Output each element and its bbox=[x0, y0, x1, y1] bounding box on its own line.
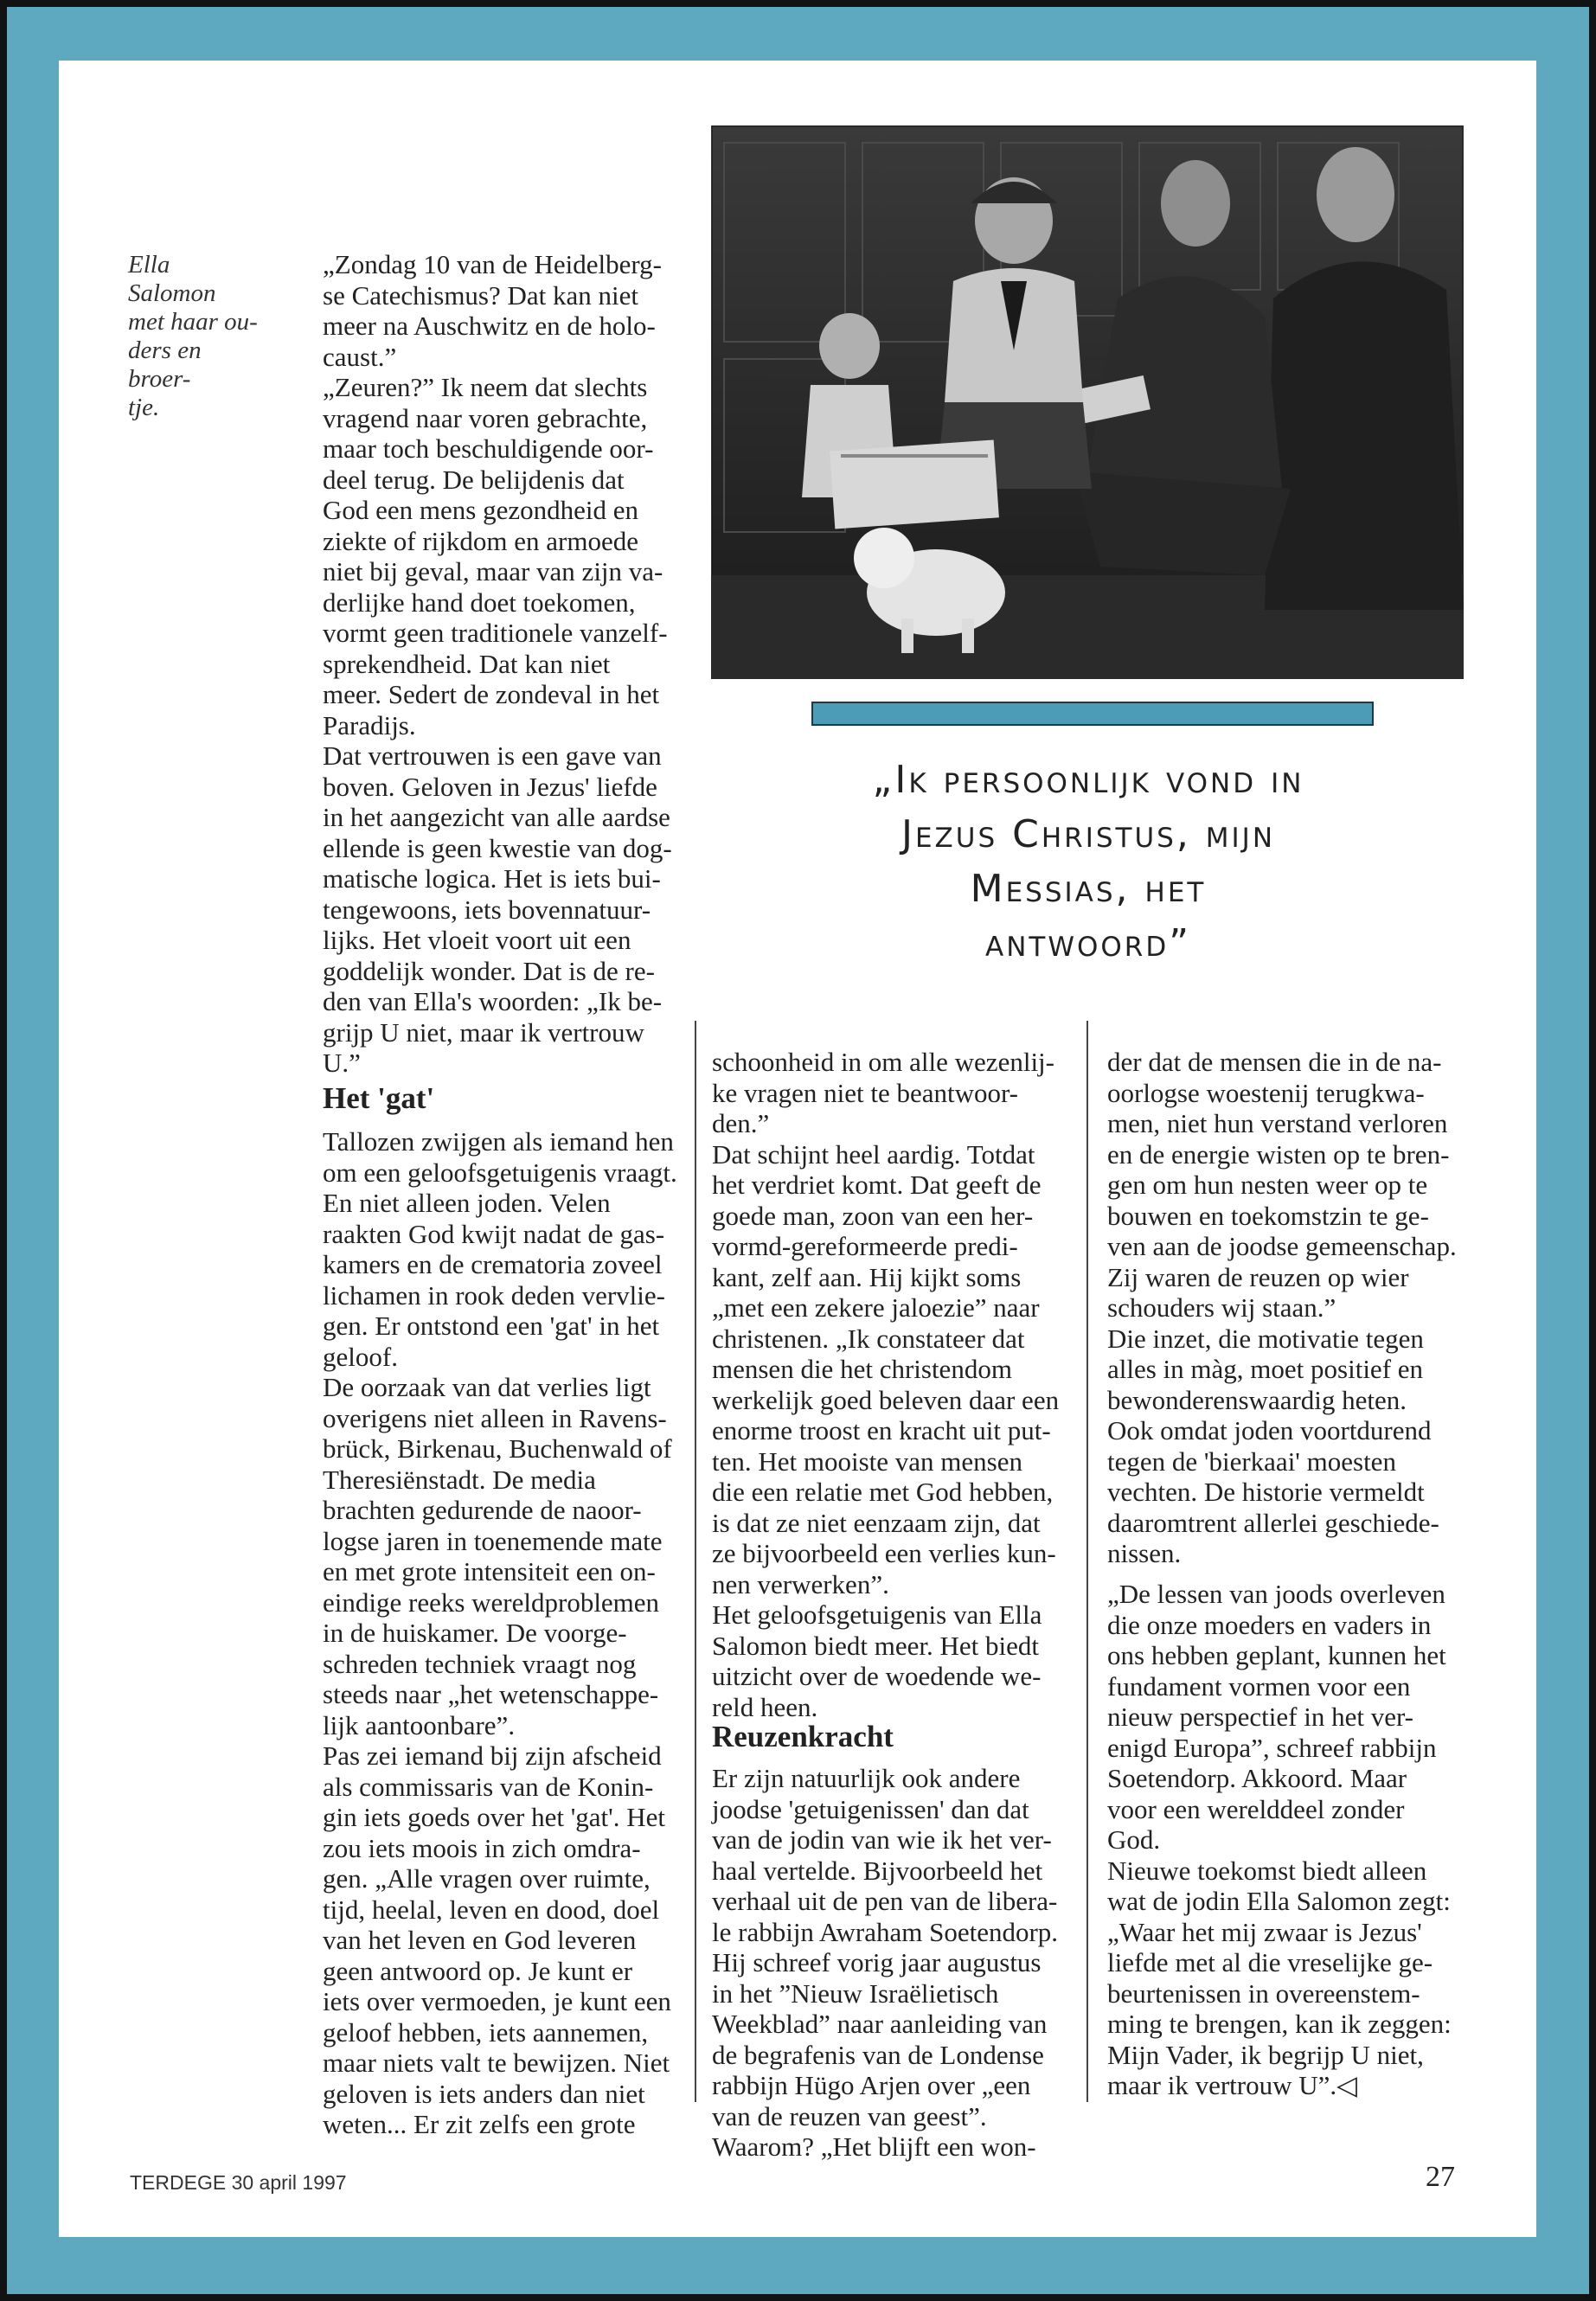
column-1b-text: Tallozen zwijgen als iemand hen om een geloofsgetuigenis vraagt. En niet alleen joden. Velen raakten God kwijt nadat de gas- kamers en de crematoria zoveel lichamen in rook deden vervlie- gen. Er ontstond een 'gat' in het geloof. De oorzaak van dat verlies ligt overigens niet alleen in Ravens- brück, Birkenau, Buchenwald of Theresiënstadt. De media brachten gedurende de naoor- logse jaren in toenemende mate en met grote intensiteit een on- eindige reeks wereldproblemen in de huiskamer. De voorge- schreden techniek vraagt nog steeds naar „het wetenschappe- lijk aantoonbare”. Pas zei iemand bij zijn afscheid als commissaris van de Konin- gin iets goeds over het 'gat'. Het zou iets moois in zich omdra- gen. „Alle vragen over ruimte, tijd, heelal, leven en dood, doel van het leven en God leveren geen antwoord op. Je kunt er iets over vermoeden, je kunt een geloof hebben, iets aannemen, maar niets valt te bewijzen. Niet geloven is iets anders dan niet weten... Er zit zelfs een grote bbox=[323, 1126, 677, 2139]
heading-reuzenkracht: Reuzenkracht bbox=[712, 1720, 894, 1753]
photo-caption: Ella Salomon met haar ou- ders en broer- tje. bbox=[128, 251, 258, 421]
column-3-text: der dat de mensen die in de na- oorlogse woestenij terugkwa- men, niet hun verstand verloren en de energie wisten op te bren- gen om hun nesten weer op te bouwen en toekomstzin te ge- ven aan de joodse gemeenschap. Zij waren de reuzen op wier schouders wij staan.” Die inzet, die motivatie tegen alles in màg, moet positief en bewonderenswaardig heten. Ook omdat joden voortdurend tegen de 'bierkaai' moesten vechten. De historie vermeldt daaromtrent allerlei geschiede- nissen. bbox=[1107, 1047, 1457, 1568]
page-number: 27 bbox=[1426, 2161, 1455, 2193]
column-rule-1 bbox=[695, 1021, 696, 2102]
column-rule-2 bbox=[1086, 1021, 1088, 2102]
magazine-page bbox=[59, 61, 1536, 2237]
page-border bbox=[7, 7, 1589, 2294]
family-photo bbox=[711, 125, 1464, 679]
publication-footer: TERDEGE 30 april 1997 bbox=[130, 2171, 347, 2194]
column-2-text: schoonheid in om alle wezenlij- ke vragen niet te beantwoor- den.” Dat schijnt heel aardig. Totdat het verdriet komt. Dat geeft de goede man, zoon van een her- vormd-gereformeerde predi- kant, zelf aan. Hij kijkt soms „met een zekere jaloezie” naar christenen. „Ik constateer dat mensen die het christendom werkelijk goed beleven daar een enorme troost en kracht uit put- ten. Het mooiste van mensen die een relatie met God hebben, is dat ze niet eenzaam zijn, dat ze bijvoorbeeld een verlies kun- nen verwerken”. Het geloofsgetuigenis van Ella Salomon biedt meer. Het biedt uitzicht over de woedende we- reld heen. bbox=[712, 1047, 1060, 1722]
column-3b-text: „De lessen van joods overleven die onze moeders en vaders in ons hebben geplant, kunnen het fundament vormen voor een nieuw perspectief in het ver- enigd Europa”, schreef rabbijn Soetendorp. Akkoord. Maar voor een werelddeel zonder God. Nieuwe toekomst biedt alleen wat de jodin Ella Salomon zegt: „Waar het mij zwaar is Jezus' liefde met al die vreselijke ge- beurtenissen in overeenstem- ming te brengen, kan ik zeggen: Mijn Vader, ik begrijp U niet, maar ik vertrouw U”.◁ bbox=[1107, 1579, 1452, 2100]
heading-het-gat: Het 'gat' bbox=[323, 1081, 435, 1115]
column-2b-text: Er zijn natuurlijk ook andere joodse 'getuigenissen' dan dat van de jodin van wie ik het ver- haal vertelde. Bijvoorbeeld het verhaal uit de pen van de libera- le rabbijn Awraham Soetendorp. Hij schreef vorig jaar augustus in het ”Nieuw Israëlietisch Weekblad” naar aanleiding van de begrafenis van de Londense rabbijn Hügo Arjen over „een van de reuzen van geest”. Waarom? „Het blijft een won- bbox=[712, 1763, 1059, 2162]
column-1-text: „Zondag 10 van de Heidelberg- se Catechismus? Dat kan niet meer na Auschwitz en de holo- caust.” „Zeuren?” Ik neem dat slechts vragend naar voren gebrachte, maar toch beschuldigende oor- deel terug. De belijdenis dat God een mens gezondheid en ziekte of rijkdom en armoede niet bij geval, maar van zijn va- derlijke hand doet toekomen, vormt geen traditionele vanzelf- sprekendheid. Dat kan niet meer. Sedert de zondeval in het Paradijs. Dat vertrouwen is een gave van boven. Geloven in Jezus' liefde in het aangezicht van alle aardse ellende is geen kwestie van dog- matische logica. Het is iets bui- tengewoons, iets bovennatuur- lijks. Het vloeit voort uit een goddelijk wonder. Dat is de re- den van Ella's woorden: „Ik be- grijp U niet, maar ik vertrouw U.” bbox=[323, 249, 672, 1078]
accent-bar bbox=[811, 702, 1374, 726]
pull-quote: „Ik persoonlijk vond in Jezus Christus, mijn Messias, het antwoord” bbox=[872, 758, 1304, 965]
